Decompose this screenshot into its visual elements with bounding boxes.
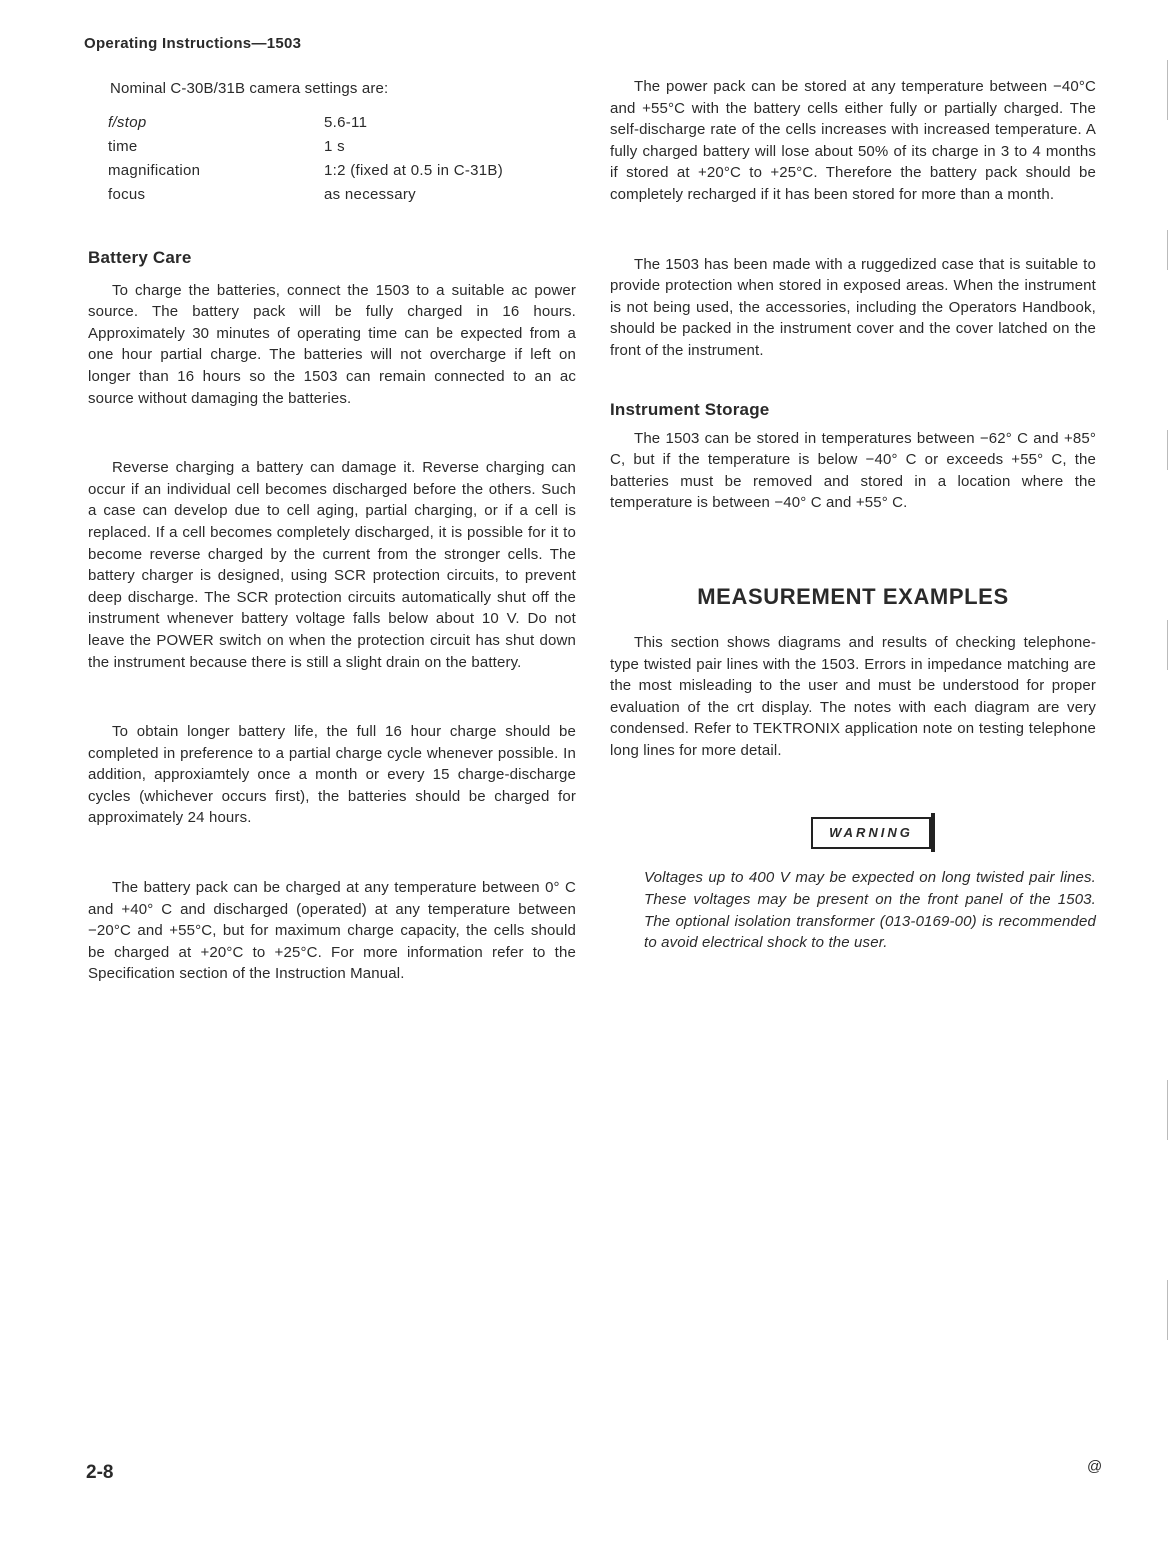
setting-value: 1 s xyxy=(324,137,345,155)
running-head: Operating Instructions—1503 xyxy=(84,35,302,52)
battery-paragraph: Reverse charging a battery can damage it. Reverse charging can occur if an individual cell becomes discharged before the others. Such a case can develop due to cell aging, partial charging, or if a cell is replaced. If a cell becomes completely discharged, it is possible for it to become reverse charged by the current from the stronger cells. The battery charger is designed, using SCR protection circuits, to prevent deep discharge. The SCR protection circuits automatically shut off the instrument whenever battery voltage falls below about 10 V. Do not leave the POWER switch on when the protection circuit has shut down the instrument because there is still a slight drain on the battery. xyxy=(88,459,576,671)
left-column xyxy=(88,78,576,985)
storage-paragraph: The 1503 has been made with a ruggedized case that is suitable to provide protection when stored in exposed areas. When the instrument is not being used, the accessories, including the Operators Handbook, should be packed in the instrument cover and the cover latched on the front of the instrument. xyxy=(610,255,1096,359)
publisher-mark: @ xyxy=(1087,1458,1103,1475)
scan-edge-line xyxy=(1167,230,1168,270)
page-number: 2-8 xyxy=(86,1462,114,1483)
setting-label: f/stop xyxy=(108,113,147,131)
scan-edge-line xyxy=(1167,1280,1168,1340)
scan-edge-line xyxy=(1167,430,1168,470)
settings-row xyxy=(108,138,503,162)
setting-value: 5.6-11 xyxy=(324,113,368,131)
setting-value: 1:2 (fixed at 0.5 in C-31B) xyxy=(324,161,504,179)
warning-text: Voltages up to 400 V may be expected on long twisted pair lines. These voltages may be present on the front panel of the 1503. The optional isolation transformer (013-0169-00) is recommended to avoid electrical shock to the user. xyxy=(644,869,1096,952)
camera-settings-table xyxy=(108,114,503,210)
battery-care-heading: Battery Care xyxy=(88,247,192,267)
setting-label: focus xyxy=(108,185,146,203)
settings-row xyxy=(108,186,503,210)
battery-paragraph: The battery pack can be charged at any temperature between 0° C and +40° C and discharged (operated) at any temperature between −20°C and +55°C, but for maximum charge capacity, the cells should be charged at +20°C to +25°C. For more information refer to the Specification section of the Instruction Manual. xyxy=(88,879,576,983)
settings-row xyxy=(108,114,503,138)
camera-settings-intro: Nominal C-30B/31B camera settings are: xyxy=(110,80,389,97)
measurement-paragraph: This section shows diagrams and results of checking telephone-type twisted pair lines with the 1503. Errors in impedance matching are the most misleading to the user and must be understood for proper evaluation of the crt display. The notes with each diagram are very condensed. Refer to TEKTRONIX application note on testing telephone long lines for more detail. xyxy=(610,633,1096,759)
setting-label: time xyxy=(108,137,138,155)
right-column xyxy=(610,76,1096,954)
setting-label: magnification xyxy=(108,161,201,179)
battery-paragraph: To obtain longer battery life, the full 16 hour charge should be completed in preference to a partial charge cycle whenever possible. In addition, approxiamtely once a month or every 15 charge-discharge cycles (whichever occurs first), the batteries should be charged for approximately 24 hours. xyxy=(88,723,576,827)
battery-paragraph: To charge the batteries, connect the 1503 to a suitable ac power source. The battery pack will be fully charged in 16 hours. Approximately 30 minutes of operating time can be expected from a one hour partial charge. The batteries will not overcharge if left on longer than 16 hours so the 1503 can remain connected to an ac source without damaging the batteries. xyxy=(88,281,576,407)
settings-row xyxy=(108,162,503,186)
instrument-storage-paragraph: The 1503 can be stored in temperatures between −62° C and +85° C, but if the temperature is below −40° C or exceeds +55° C, the batteries must be removed and stored in a location where the temperature is between −40° C and +55° C. xyxy=(610,429,1096,512)
instrument-storage-heading: Instrument Storage xyxy=(610,399,770,419)
warning-label-wrap xyxy=(646,817,1096,849)
scan-edge-line xyxy=(1167,1080,1168,1140)
measurement-examples-heading: MEASUREMENT EXAMPLES xyxy=(697,583,1009,609)
scan-edge-line xyxy=(1167,60,1168,120)
warning-label: WARNING xyxy=(811,817,931,849)
storage-paragraph: The power pack can be stored at any temperature between −40°C and +55°C with the battery cells either fully or partially charged. The self-discharge rate of the cells increases with increased temperature. A fully charged battery will lose about 50% of its charge in 3 to 4 months if stored at +20°C to +25°C. Therefore the battery pack should be completely recharged if it has been stored for more than a month. xyxy=(610,78,1096,203)
setting-value: as necessary xyxy=(324,185,416,203)
scan-edge-line xyxy=(1167,620,1168,670)
